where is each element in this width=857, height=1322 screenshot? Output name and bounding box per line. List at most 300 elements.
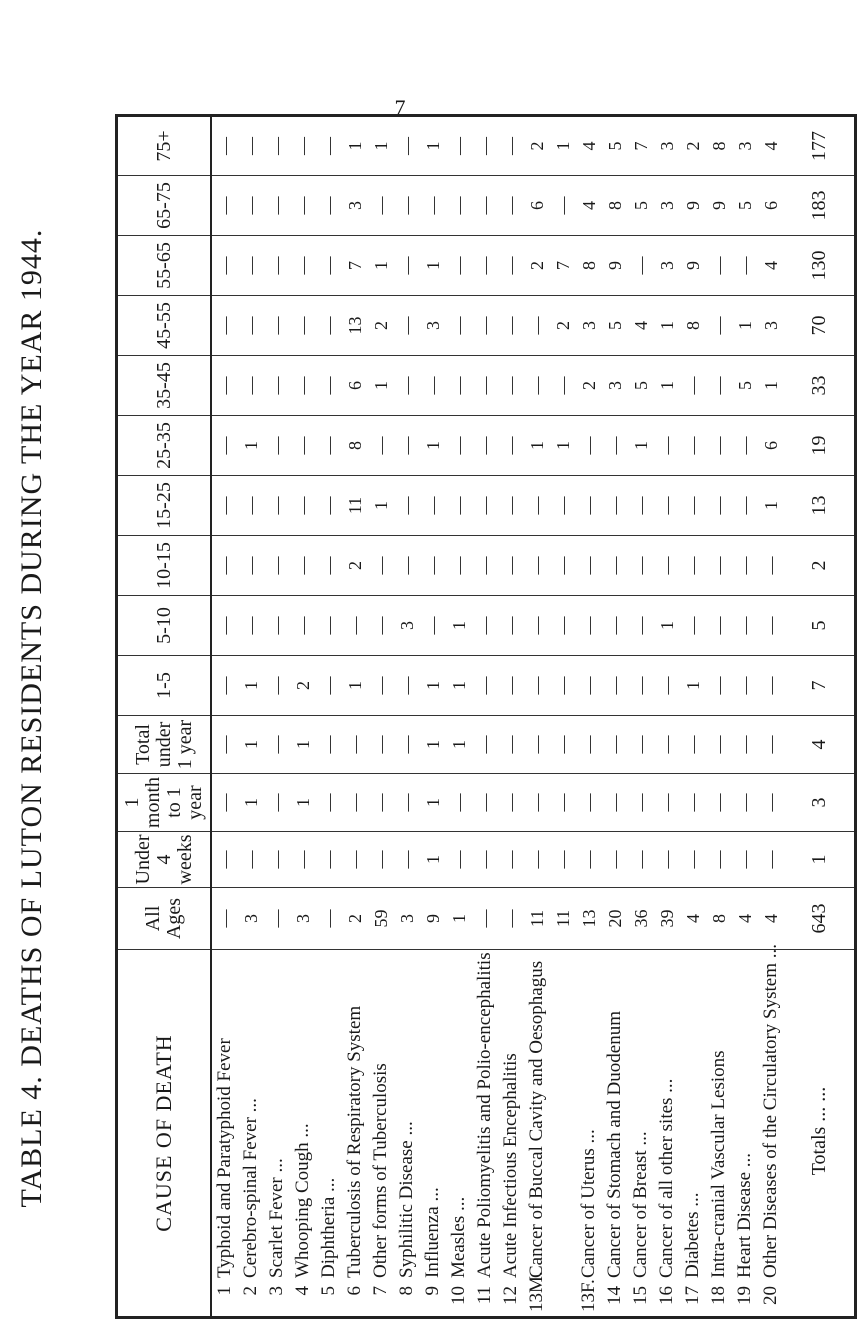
column-header: 75+	[117, 116, 212, 176]
cause-number: 1	[214, 1286, 235, 1296]
cell-value: —	[475, 793, 495, 812]
cell-value: —	[215, 909, 235, 928]
cell-value: —	[267, 256, 287, 275]
cell-value: 1	[449, 681, 469, 690]
column-header: 5-10	[117, 596, 212, 656]
cell-value: —	[371, 616, 391, 635]
column-header: 65-75	[117, 176, 212, 236]
cell-value: —	[345, 735, 365, 754]
cell-value: —	[657, 735, 677, 754]
cell-value: —	[475, 556, 495, 575]
cell-value: 7	[345, 261, 365, 270]
cell-value: —	[319, 909, 339, 928]
cell-value: —	[527, 850, 547, 869]
cell-value: —	[267, 316, 287, 335]
cell-value: —	[735, 436, 755, 455]
cell-value: —	[527, 556, 547, 575]
cell-value: —	[371, 676, 391, 695]
cell-value: —	[449, 256, 469, 275]
cell-value: 3	[605, 381, 625, 390]
cell-value: 8	[605, 201, 625, 210]
cell-value: 3	[761, 321, 781, 330]
value-column	[211, 832, 784, 888]
cell-value: 1	[657, 321, 677, 330]
cell-value: —	[683, 793, 703, 812]
column-header: Total under 1 year	[117, 716, 212, 774]
cell-value: —	[371, 436, 391, 455]
cell-value: —	[631, 496, 651, 515]
total-value: 70	[784, 296, 856, 356]
cause-label: Cancer of Buccal Cavity and Oesophagus	[526, 960, 547, 1278]
cell-value: —	[293, 256, 313, 275]
cell-value: 1	[423, 798, 443, 807]
column-header: 10-15	[117, 536, 212, 596]
cell-value: —	[267, 793, 287, 812]
cell-value: 6	[345, 381, 365, 390]
total-value: 4	[784, 716, 856, 774]
cause-label: Cancer of Breast ...	[630, 1131, 651, 1278]
cell-value: 1	[449, 621, 469, 630]
cell-value: —	[215, 793, 235, 812]
table-body	[211, 116, 856, 1318]
cell-value: —	[449, 793, 469, 812]
cell-value: —	[683, 616, 703, 635]
cell-value: —	[345, 793, 365, 812]
cell-value: —	[631, 616, 651, 635]
cell-value: —	[215, 196, 235, 215]
cell-value: 4	[761, 914, 781, 923]
cause-label: Heart Disease ...	[734, 1152, 755, 1278]
cell-value: —	[475, 909, 495, 928]
cell-value: —	[657, 676, 677, 695]
cell-value: —	[553, 556, 573, 575]
cell-value: —	[605, 793, 625, 812]
cell-value: —	[735, 850, 755, 869]
cause-entry	[264, 950, 290, 1312]
cause-entry	[342, 950, 368, 1312]
cause-number: 17	[682, 1286, 703, 1305]
cell-value: —	[709, 256, 729, 275]
cell-value: —	[319, 735, 339, 754]
cell-value: 1	[345, 681, 365, 690]
cell-value: —	[709, 316, 729, 335]
cause-label: Other Diseases of the Circulatory System ...	[760, 943, 781, 1278]
cause-number: 8	[396, 1286, 417, 1296]
cause-label: Other forms of Tuberculosis	[370, 1063, 391, 1278]
cell-value: —	[267, 616, 287, 635]
cell-value: —	[475, 436, 495, 455]
cell-value: 1	[423, 681, 443, 690]
cell-value: 2	[371, 321, 391, 330]
cell-value: —	[475, 376, 495, 395]
value-column	[211, 774, 784, 832]
cell-value: —	[267, 137, 287, 155]
cell-value: —	[631, 556, 651, 575]
cell-value: —	[553, 196, 573, 215]
cell-value: —	[423, 376, 443, 395]
cell-value: 1	[241, 681, 261, 690]
cell-value: 59	[371, 909, 391, 928]
cell-value: —	[319, 256, 339, 275]
cell-value: —	[605, 436, 625, 455]
value-column	[211, 296, 784, 356]
cause-number: 13M.	[526, 1271, 547, 1312]
column-header: Under 4 weeks	[117, 832, 212, 888]
cell-value: —	[293, 196, 313, 215]
value-column	[211, 176, 784, 236]
cell-value: —	[527, 616, 547, 635]
column-header: 15-25	[117, 476, 212, 536]
cell-value: —	[397, 556, 417, 575]
cell-value: —	[371, 735, 391, 754]
cell-value: —	[527, 376, 547, 395]
cause-number: 6	[344, 1286, 365, 1296]
cell-value: —	[631, 793, 651, 812]
cell-value: 3	[397, 914, 417, 923]
cell-value: —	[709, 850, 729, 869]
cause-entry	[498, 950, 524, 1312]
cell-value: 3	[657, 261, 677, 270]
cell-value: —	[319, 316, 339, 335]
cell-value: 2	[527, 261, 547, 270]
cell-value: —	[293, 376, 313, 395]
cause-entry	[212, 950, 238, 1312]
cell-value: —	[449, 196, 469, 215]
cause-label: Scarlet Fever ...	[266, 1158, 287, 1278]
cause-label: Cerebro-spinal Fever ...	[240, 1098, 261, 1278]
cell-value: —	[267, 850, 287, 869]
cause-label: Intra-cranial Vascular Lesions	[708, 1050, 729, 1278]
cell-value: 13	[345, 316, 365, 335]
cause-entry	[316, 950, 342, 1312]
cell-value: —	[241, 256, 261, 275]
cause-label: Acute Infectious Encephalitis	[500, 1053, 521, 1278]
cell-value: —	[475, 496, 495, 515]
cell-value: 1	[371, 381, 391, 390]
cell-value: —	[579, 496, 599, 515]
cell-value: —	[579, 793, 599, 812]
cell-value: —	[267, 735, 287, 754]
cell-value: —	[735, 556, 755, 575]
cell-value: —	[319, 676, 339, 695]
total-value: 643	[784, 888, 856, 950]
cell-value: —	[579, 556, 599, 575]
cell-value: —	[501, 496, 521, 515]
cell-value: —	[553, 496, 573, 515]
cause-number: 4	[292, 1286, 313, 1296]
cause-entry	[420, 950, 446, 1312]
column-header: 55-65	[117, 236, 212, 296]
cell-value: 1	[657, 621, 677, 630]
total-value: 2	[784, 536, 856, 596]
cause-entry	[524, 950, 550, 1312]
cell-value: —	[683, 376, 703, 395]
cell-value: 1	[241, 798, 261, 807]
cell-value: 5	[605, 141, 625, 151]
cell-value: —	[397, 850, 417, 869]
cell-value: —	[579, 735, 599, 754]
cause-entry	[550, 950, 576, 1312]
value-column	[211, 596, 784, 656]
cell-value: —	[605, 616, 625, 635]
cell-value: 1	[423, 141, 443, 151]
cell-value: —	[371, 850, 391, 869]
cell-value: —	[397, 735, 417, 754]
cell-value: —	[709, 735, 729, 754]
cell-value: 2	[345, 561, 365, 570]
total-value: 5	[784, 596, 856, 656]
cell-value: —	[241, 196, 261, 215]
cell-value: —	[709, 376, 729, 395]
cell-value: —	[397, 316, 417, 335]
cell-value: —	[631, 735, 651, 754]
cell-value: —	[319, 556, 339, 575]
cell-value: 11	[553, 909, 573, 928]
cell-value: 1	[423, 261, 443, 270]
cell-value: —	[423, 616, 443, 635]
cell-value: —	[579, 850, 599, 869]
cell-value: 2	[683, 141, 703, 151]
cell-value: —	[241, 556, 261, 575]
cell-value: 13	[579, 909, 599, 928]
cell-value: 5	[605, 321, 625, 330]
cell-value: —	[293, 556, 313, 575]
cell-value: 1	[371, 501, 391, 510]
cause-entry	[394, 950, 420, 1312]
cell-value: —	[319, 137, 339, 155]
cell-value: 4	[579, 141, 599, 151]
cell-value: —	[527, 676, 547, 695]
cell-value: —	[267, 496, 287, 515]
cause-entry	[576, 950, 602, 1312]
cell-value: —	[319, 793, 339, 812]
cell-value: —	[761, 850, 781, 869]
total-value: 7	[784, 656, 856, 716]
cell-value: —	[761, 793, 781, 812]
column-header: 25-35	[117, 416, 212, 476]
total-value: 183	[784, 176, 856, 236]
cause-entry	[732, 950, 758, 1312]
cell-value: 3	[657, 141, 677, 151]
value-column	[211, 416, 784, 476]
cell-value: 4	[631, 321, 651, 330]
cell-value: —	[267, 196, 287, 215]
cell-value: 39	[657, 909, 677, 928]
cause-label: Cancer of all other sites ...	[656, 1078, 677, 1278]
cell-value: —	[501, 793, 521, 812]
cell-value: —	[241, 616, 261, 635]
cause-number: 5	[318, 1286, 339, 1296]
cell-value: —	[397, 376, 417, 395]
cell-value: 3	[293, 914, 313, 923]
cell-value: —	[605, 556, 625, 575]
cell-value: 9	[709, 201, 729, 210]
cell-value: —	[449, 436, 469, 455]
cell-value: —	[215, 256, 235, 275]
cell-value: —	[215, 436, 235, 455]
cause-label: Whooping Cough ...	[292, 1123, 313, 1278]
cause-number: 7	[370, 1286, 391, 1296]
cell-value: —	[501, 436, 521, 455]
cell-value: —	[319, 436, 339, 455]
cause-label: Cancer of Uterus ...	[578, 1129, 599, 1278]
cell-value: —	[579, 616, 599, 635]
cell-value: 1	[553, 141, 573, 151]
value-column	[211, 476, 784, 536]
cell-value: 7	[553, 261, 573, 270]
cell-value: —	[371, 556, 391, 575]
cell-value: —	[293, 137, 313, 155]
cell-value: 9	[423, 914, 443, 923]
cell-value: —	[449, 137, 469, 155]
cell-value: —	[293, 616, 313, 635]
column-header: 35-45	[117, 356, 212, 416]
rotated-table-region	[15, 117, 830, 1319]
cell-value: —	[527, 735, 547, 754]
cell-value: 11	[345, 496, 365, 515]
cell-value: —	[215, 616, 235, 635]
cell-value: —	[709, 496, 729, 515]
cell-value: —	[215, 676, 235, 695]
cell-value: —	[735, 676, 755, 695]
cause-number: 15	[630, 1286, 651, 1305]
cell-value: 1	[553, 441, 573, 450]
cell-value: —	[319, 850, 339, 869]
cell-value: —	[501, 256, 521, 275]
cell-value: —	[267, 676, 287, 695]
totals-row	[784, 116, 856, 1318]
cell-value: —	[475, 137, 495, 155]
total-value: 33	[784, 356, 856, 416]
cell-value: 1	[683, 681, 703, 690]
value-column	[211, 536, 784, 596]
cell-value: —	[423, 496, 443, 515]
value-column	[211, 716, 784, 774]
total-value: 13	[784, 476, 856, 536]
cell-value: —	[397, 676, 417, 695]
cell-value: 2	[345, 914, 365, 923]
cell-value: 1	[371, 141, 391, 151]
cell-value: 9	[683, 201, 703, 210]
cell-value: —	[319, 496, 339, 515]
cell-value: —	[241, 850, 261, 869]
cell-value: —	[631, 676, 651, 695]
cell-value: —	[709, 793, 729, 812]
cell-value: —	[501, 316, 521, 335]
cause-number: 12	[500, 1286, 521, 1305]
cell-value: 3	[397, 621, 417, 630]
cell-value: —	[553, 735, 573, 754]
cause-number: 3	[266, 1286, 287, 1296]
cell-value: 1	[761, 381, 781, 390]
cause-entry	[238, 950, 264, 1312]
cell-value: —	[761, 556, 781, 575]
cell-value: 5	[735, 201, 755, 210]
cell-value: —	[553, 376, 573, 395]
cause-label: Influenza ...	[422, 1187, 443, 1278]
cell-value: —	[319, 196, 339, 215]
cell-value: —	[345, 850, 365, 869]
cell-value: —	[293, 496, 313, 515]
cell-value: —	[709, 436, 729, 455]
cell-value: 1	[371, 261, 391, 270]
cell-value: 1	[761, 501, 781, 510]
totals-label: Totals ... ...	[784, 950, 856, 1318]
cell-value: —	[709, 676, 729, 695]
cell-value: —	[631, 256, 651, 275]
cell-value: —	[735, 616, 755, 635]
cell-value: 8	[709, 141, 729, 151]
cell-value: 9	[683, 261, 703, 270]
cause-entry	[290, 950, 316, 1312]
cell-value: —	[319, 616, 339, 635]
cell-value: 5	[735, 381, 755, 390]
cause-entry	[680, 950, 706, 1312]
header-row	[117, 116, 212, 1318]
cause-entry	[368, 950, 394, 1312]
cell-value: —	[553, 793, 573, 812]
cell-value: —	[657, 556, 677, 575]
cell-value: 4	[761, 141, 781, 151]
cell-value: 8	[683, 321, 703, 330]
cell-value: —	[319, 376, 339, 395]
cell-value: —	[215, 556, 235, 575]
cause-entry	[446, 950, 472, 1312]
cell-value: —	[527, 316, 547, 335]
cell-value: 1	[293, 798, 313, 807]
cell-value: —	[397, 196, 417, 215]
cell-value: —	[735, 256, 755, 275]
cause-number: 18	[708, 1286, 729, 1305]
cause-entry	[472, 950, 498, 1312]
cause-entry	[758, 943, 784, 1312]
cell-value: 6	[761, 201, 781, 210]
cell-value: —	[475, 196, 495, 215]
total-value: 177	[784, 116, 856, 176]
cell-value: —	[761, 735, 781, 754]
cell-value: —	[683, 850, 703, 869]
cell-value: —	[475, 676, 495, 695]
cell-value: —	[527, 793, 547, 812]
cell-value: 4	[579, 201, 599, 210]
cell-value: —	[501, 376, 521, 395]
cell-value: 36	[631, 909, 651, 928]
column-header: CAUSE OF DEATH	[117, 950, 212, 1318]
cause-label: Typhoid and Paratyphoid Fever	[214, 1038, 235, 1278]
cell-value: 2	[553, 321, 573, 330]
cell-value: —	[215, 376, 235, 395]
cell-value: —	[267, 376, 287, 395]
cell-value: 1	[345, 141, 365, 151]
cell-value: —	[449, 850, 469, 869]
cell-value: —	[475, 735, 495, 754]
cell-value: 6	[527, 201, 547, 210]
total-value: 3	[784, 774, 856, 832]
cause-number: 19	[734, 1286, 755, 1305]
cell-value: —	[761, 676, 781, 695]
column-header: 1-5	[117, 656, 212, 716]
cause-label: Measles ...	[448, 1196, 469, 1278]
cell-value: 3	[579, 321, 599, 330]
cell-value: —	[475, 616, 495, 635]
cell-value: —	[605, 850, 625, 869]
value-column	[211, 236, 784, 296]
cell-value: 1	[657, 381, 677, 390]
cell-value: 4	[761, 261, 781, 270]
column-header: 45-55	[117, 296, 212, 356]
cell-value: —	[683, 436, 703, 455]
cell-value: —	[293, 850, 313, 869]
